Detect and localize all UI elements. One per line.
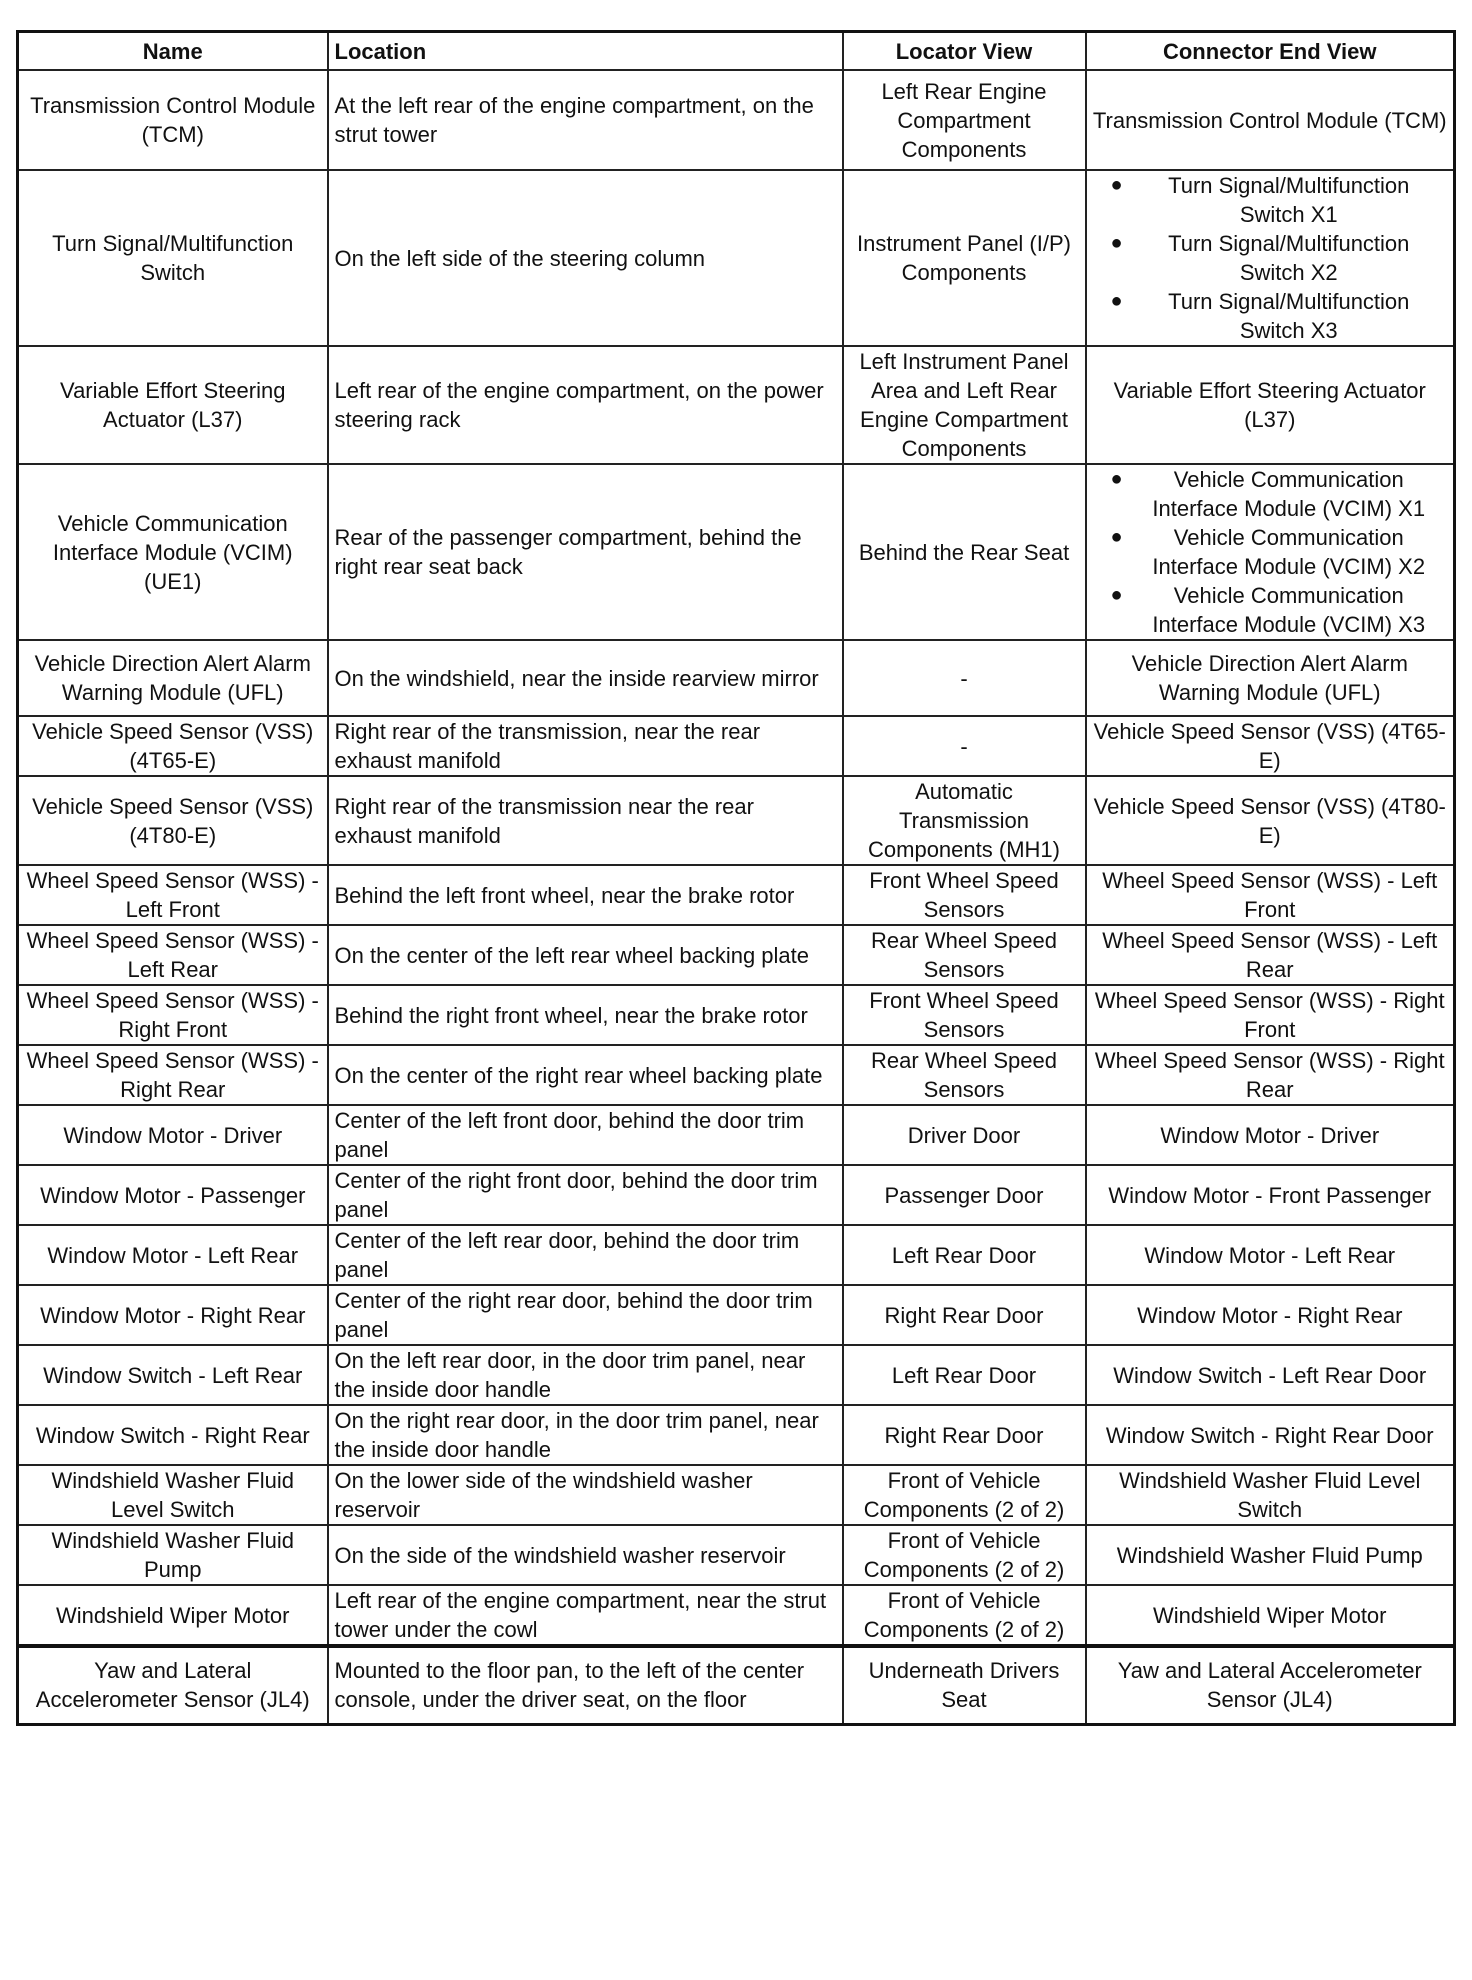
cell-connector-end-view bbox=[1086, 716, 1455, 776]
cell-connector-end-view bbox=[1086, 1165, 1455, 1225]
cell-connector-end-view bbox=[1086, 1045, 1455, 1105]
cell-connector-end-view bbox=[1086, 1225, 1455, 1285]
cell-connector-end-view bbox=[1086, 1285, 1455, 1345]
table-row bbox=[18, 925, 1455, 985]
header-name: Name bbox=[18, 32, 328, 71]
cell-location: Behind the left front wheel, near the brake rotor bbox=[328, 865, 843, 925]
cell-location: Center of the right front door, behind the door trim panel bbox=[328, 1165, 843, 1225]
cell-locator-view: Left Rear Engine Compartment Components bbox=[843, 70, 1086, 170]
connector-label: Window Motor - Driver bbox=[1160, 1122, 1380, 1148]
table-row bbox=[18, 346, 1455, 464]
cell-locator-view: Rear Wheel Speed Sensors bbox=[843, 1045, 1086, 1105]
cell-connector-end-view bbox=[1086, 70, 1455, 170]
connector-label: Window Motor - Right Rear bbox=[1137, 1302, 1403, 1328]
cell-location: On the right rear door, in the door trim panel, near the inside door handle bbox=[328, 1405, 843, 1465]
connector-label: Window Switch - Left Rear Door bbox=[1113, 1362, 1427, 1388]
cell-location: Center of the right rear door, behind the door trim panel bbox=[328, 1285, 843, 1345]
header-location: Location bbox=[328, 32, 843, 71]
cell-location: On the left side of the steering column bbox=[328, 170, 843, 346]
cell-connector-end-view bbox=[1086, 1525, 1455, 1585]
cell-name: Windshield Washer Fluid Level Switch bbox=[18, 1465, 328, 1525]
cell-locator-view: Front Wheel Speed Sensors bbox=[843, 985, 1086, 1045]
cell-name: Window Switch - Right Rear bbox=[18, 1405, 328, 1465]
cell-connector-end-view bbox=[1086, 925, 1455, 985]
cell-connector-end-view bbox=[1086, 1646, 1455, 1724]
connector-list-item: ● Vehicle Communication Interface Module (VCIM) X1 bbox=[1093, 465, 1448, 523]
cell-name: Turn Signal/Multifunction Switch bbox=[18, 170, 328, 346]
connector-label: Wheel Speed Sensor (WSS) - Right Front bbox=[1094, 988, 1445, 1042]
cell-connector-end-view bbox=[1086, 346, 1455, 464]
cell-locator-view: Driver Door bbox=[843, 1105, 1086, 1165]
table-row bbox=[18, 1045, 1455, 1105]
cell-name: Windshield Washer Fluid Pump bbox=[18, 1525, 328, 1585]
cell-connector-end-view bbox=[1086, 865, 1455, 925]
connector-list bbox=[1093, 171, 1448, 345]
cell-name: Transmission Control Module (TCM) bbox=[18, 70, 328, 170]
table-row bbox=[18, 1165, 1455, 1225]
table-row bbox=[18, 464, 1455, 640]
connector-list-item: ● Turn Signal/Multifunction Switch X1 bbox=[1093, 171, 1448, 229]
cell-name: Wheel Speed Sensor (WSS) - Left Rear bbox=[18, 925, 328, 985]
cell-locator-view: Right Rear Door bbox=[843, 1285, 1086, 1345]
connector-list-item: ● Turn Signal/Multifunction Switch X2 bbox=[1093, 229, 1448, 287]
cell-locator-view: Left Rear Door bbox=[843, 1225, 1086, 1285]
cell-connector-end-view bbox=[1086, 1345, 1455, 1405]
cell-locator-view: Rear Wheel Speed Sensors bbox=[843, 925, 1086, 985]
cell-locator-view: Passenger Door bbox=[843, 1165, 1086, 1225]
connector-label: Vehicle Direction Alert Alarm Warning Module (UFL) bbox=[1131, 651, 1408, 705]
cell-locator-view: Front of Vehicle Components (2 of 2) bbox=[843, 1525, 1086, 1585]
cell-location: Behind the right front wheel, near the brake rotor bbox=[328, 985, 843, 1045]
table-row bbox=[18, 1646, 1455, 1724]
connector-label: Window Switch - Right Rear Door bbox=[1105, 1422, 1434, 1448]
cell-locator-view: Right Rear Door bbox=[843, 1405, 1086, 1465]
table-body bbox=[18, 70, 1455, 1724]
cell-location: Right rear of the transmission near the rear exhaust manifold bbox=[328, 776, 843, 865]
cell-name: Window Switch - Left Rear bbox=[18, 1345, 328, 1405]
table-row bbox=[18, 716, 1455, 776]
cell-location: On the lower side of the windshield washer reservoir bbox=[328, 1465, 843, 1525]
table-row bbox=[18, 1345, 1455, 1405]
cell-location: Left rear of the engine compartment, near the strut tower under the cowl bbox=[328, 1585, 843, 1646]
connector-label: Variable Effort Steering Actuator (L37) bbox=[1113, 378, 1426, 432]
connector-label: Vehicle Speed Sensor (VSS) (4T80-E) bbox=[1093, 793, 1446, 848]
cell-locator-view: Underneath Drivers Seat bbox=[843, 1646, 1086, 1724]
connector-label: Windshield Washer Fluid Pump bbox=[1116, 1542, 1423, 1568]
cell-locator-view: Left Instrument Panel Area and Left Rear Engine Compartment Components bbox=[843, 346, 1086, 464]
cell-location: Mounted to the floor pan, to the left of the center console, under the driver seat, on the floor bbox=[328, 1646, 843, 1724]
cell-name: Window Motor - Left Rear bbox=[18, 1225, 328, 1285]
cell-location: On the side of the windshield washer reservoir bbox=[328, 1525, 843, 1585]
cell-connector-end-view bbox=[1086, 1585, 1455, 1646]
cell-connector-end-view bbox=[1086, 1405, 1455, 1465]
cell-locator-view: Left Rear Door bbox=[843, 1345, 1086, 1405]
connector-list bbox=[1093, 465, 1448, 639]
cell-name: Vehicle Speed Sensor (VSS) (4T80-E) bbox=[18, 776, 328, 865]
component-locator-table bbox=[16, 30, 1456, 1726]
cell-name: Vehicle Communication Interface Module (VCIM) (UE1) bbox=[18, 464, 328, 640]
cell-locator-view: - bbox=[843, 716, 1086, 776]
cell-locator-view: Instrument Panel (I/P) Components bbox=[843, 170, 1086, 346]
cell-connector-end-view bbox=[1086, 985, 1455, 1045]
cell-name: Wheel Speed Sensor (WSS) - Right Front bbox=[18, 985, 328, 1045]
cell-name: Window Motor - Driver bbox=[18, 1105, 328, 1165]
table-row bbox=[18, 1225, 1455, 1285]
cell-location: Left rear of the engine compartment, on the power steering rack bbox=[328, 346, 843, 464]
connector-label: Wheel Speed Sensor (WSS) - Left Front bbox=[1102, 868, 1438, 922]
cell-location: Center of the left front door, behind the door trim panel bbox=[328, 1105, 843, 1165]
cell-location: Center of the left rear door, behind the door trim panel bbox=[328, 1225, 843, 1285]
cell-location: On the center of the left rear wheel backing plate bbox=[328, 925, 843, 985]
cell-name: Vehicle Direction Alert Alarm Warning Module (UFL) bbox=[18, 640, 328, 716]
table-row bbox=[18, 170, 1455, 346]
table-row bbox=[18, 640, 1455, 716]
header-locator-view: Locator View bbox=[843, 32, 1086, 71]
cell-connector-end-view bbox=[1086, 1465, 1455, 1525]
cell-locator-view: Behind the Rear Seat bbox=[843, 464, 1086, 640]
cell-connector-end-view bbox=[1086, 464, 1455, 640]
cell-locator-view: - bbox=[843, 640, 1086, 716]
cell-name: Variable Effort Steering Actuator (L37) bbox=[18, 346, 328, 464]
connector-label: Window Motor - Left Rear bbox=[1144, 1242, 1396, 1268]
cell-name: Window Motor - Right Rear bbox=[18, 1285, 328, 1345]
table-row bbox=[18, 865, 1455, 925]
connector-label: Wheel Speed Sensor (WSS) - Left Rear bbox=[1102, 928, 1438, 982]
cell-name: Window Motor - Passenger bbox=[18, 1165, 328, 1225]
header-row bbox=[18, 32, 1455, 71]
cell-name: Windshield Wiper Motor bbox=[18, 1585, 328, 1646]
cell-locator-view: Front of Vehicle Components (2 of 2) bbox=[843, 1465, 1086, 1525]
connector-label: Yaw and Lateral Accelerometer Sensor (JL4) bbox=[1117, 1658, 1422, 1713]
table-row bbox=[18, 1585, 1455, 1646]
cell-locator-view: Automatic Transmission Components (MH1) bbox=[843, 776, 1086, 865]
connector-label: Windshield Wiper Motor bbox=[1152, 1602, 1387, 1628]
table-row bbox=[18, 1465, 1455, 1525]
table-row bbox=[18, 776, 1455, 865]
connector-list-item: ● Turn Signal/Multifunction Switch X3 bbox=[1093, 287, 1448, 345]
cell-name: Vehicle Speed Sensor (VSS) (4T65-E) bbox=[18, 716, 328, 776]
table-row bbox=[18, 1405, 1455, 1465]
connector-list-item: ● Vehicle Communication Interface Module (VCIM) X3 bbox=[1093, 581, 1448, 639]
cell-location: Right rear of the transmission, near the rear exhaust manifold bbox=[328, 716, 843, 776]
cell-location: On the center of the right rear wheel backing plate bbox=[328, 1045, 843, 1105]
table-row bbox=[18, 1285, 1455, 1345]
header-connector-end-view: Connector End View bbox=[1086, 32, 1455, 71]
connector-label: Wheel Speed Sensor (WSS) - Right Rear bbox=[1094, 1048, 1445, 1102]
cell-name: Yaw and Lateral Accelerometer Sensor (JL4) bbox=[18, 1646, 328, 1724]
connector-label: Window Motor - Front Passenger bbox=[1108, 1182, 1432, 1208]
cell-locator-view: Front Wheel Speed Sensors bbox=[843, 865, 1086, 925]
table-row bbox=[18, 1105, 1455, 1165]
table-row bbox=[18, 985, 1455, 1045]
cell-location: At the left rear of the engine compartment, on the strut tower bbox=[328, 70, 843, 170]
cell-location: On the left rear door, in the door trim panel, near the inside door handle bbox=[328, 1345, 843, 1405]
cell-location: Rear of the passenger compartment, behind the right rear seat back bbox=[328, 464, 843, 640]
cell-name: Wheel Speed Sensor (WSS) - Left Front bbox=[18, 865, 328, 925]
cell-locator-view: Front of Vehicle Components (2 of 2) bbox=[843, 1585, 1086, 1646]
connector-label: Vehicle Speed Sensor (VSS) (4T65-E) bbox=[1093, 719, 1446, 773]
connector-list-item: ● Vehicle Communication Interface Module (VCIM) X2 bbox=[1093, 523, 1448, 581]
cell-name: Wheel Speed Sensor (WSS) - Right Rear bbox=[18, 1045, 328, 1105]
table-row bbox=[18, 1525, 1455, 1585]
connector-label: Transmission Control Module (TCM) bbox=[1092, 107, 1447, 133]
cell-connector-end-view bbox=[1086, 170, 1455, 346]
table-row bbox=[18, 70, 1455, 170]
cell-connector-end-view bbox=[1086, 776, 1455, 865]
cell-connector-end-view bbox=[1086, 1105, 1455, 1165]
cell-connector-end-view bbox=[1086, 640, 1455, 716]
connector-label: Windshield Washer Fluid Level Switch bbox=[1119, 1468, 1421, 1522]
cell-location: On the windshield, near the inside rearview mirror bbox=[328, 640, 843, 716]
